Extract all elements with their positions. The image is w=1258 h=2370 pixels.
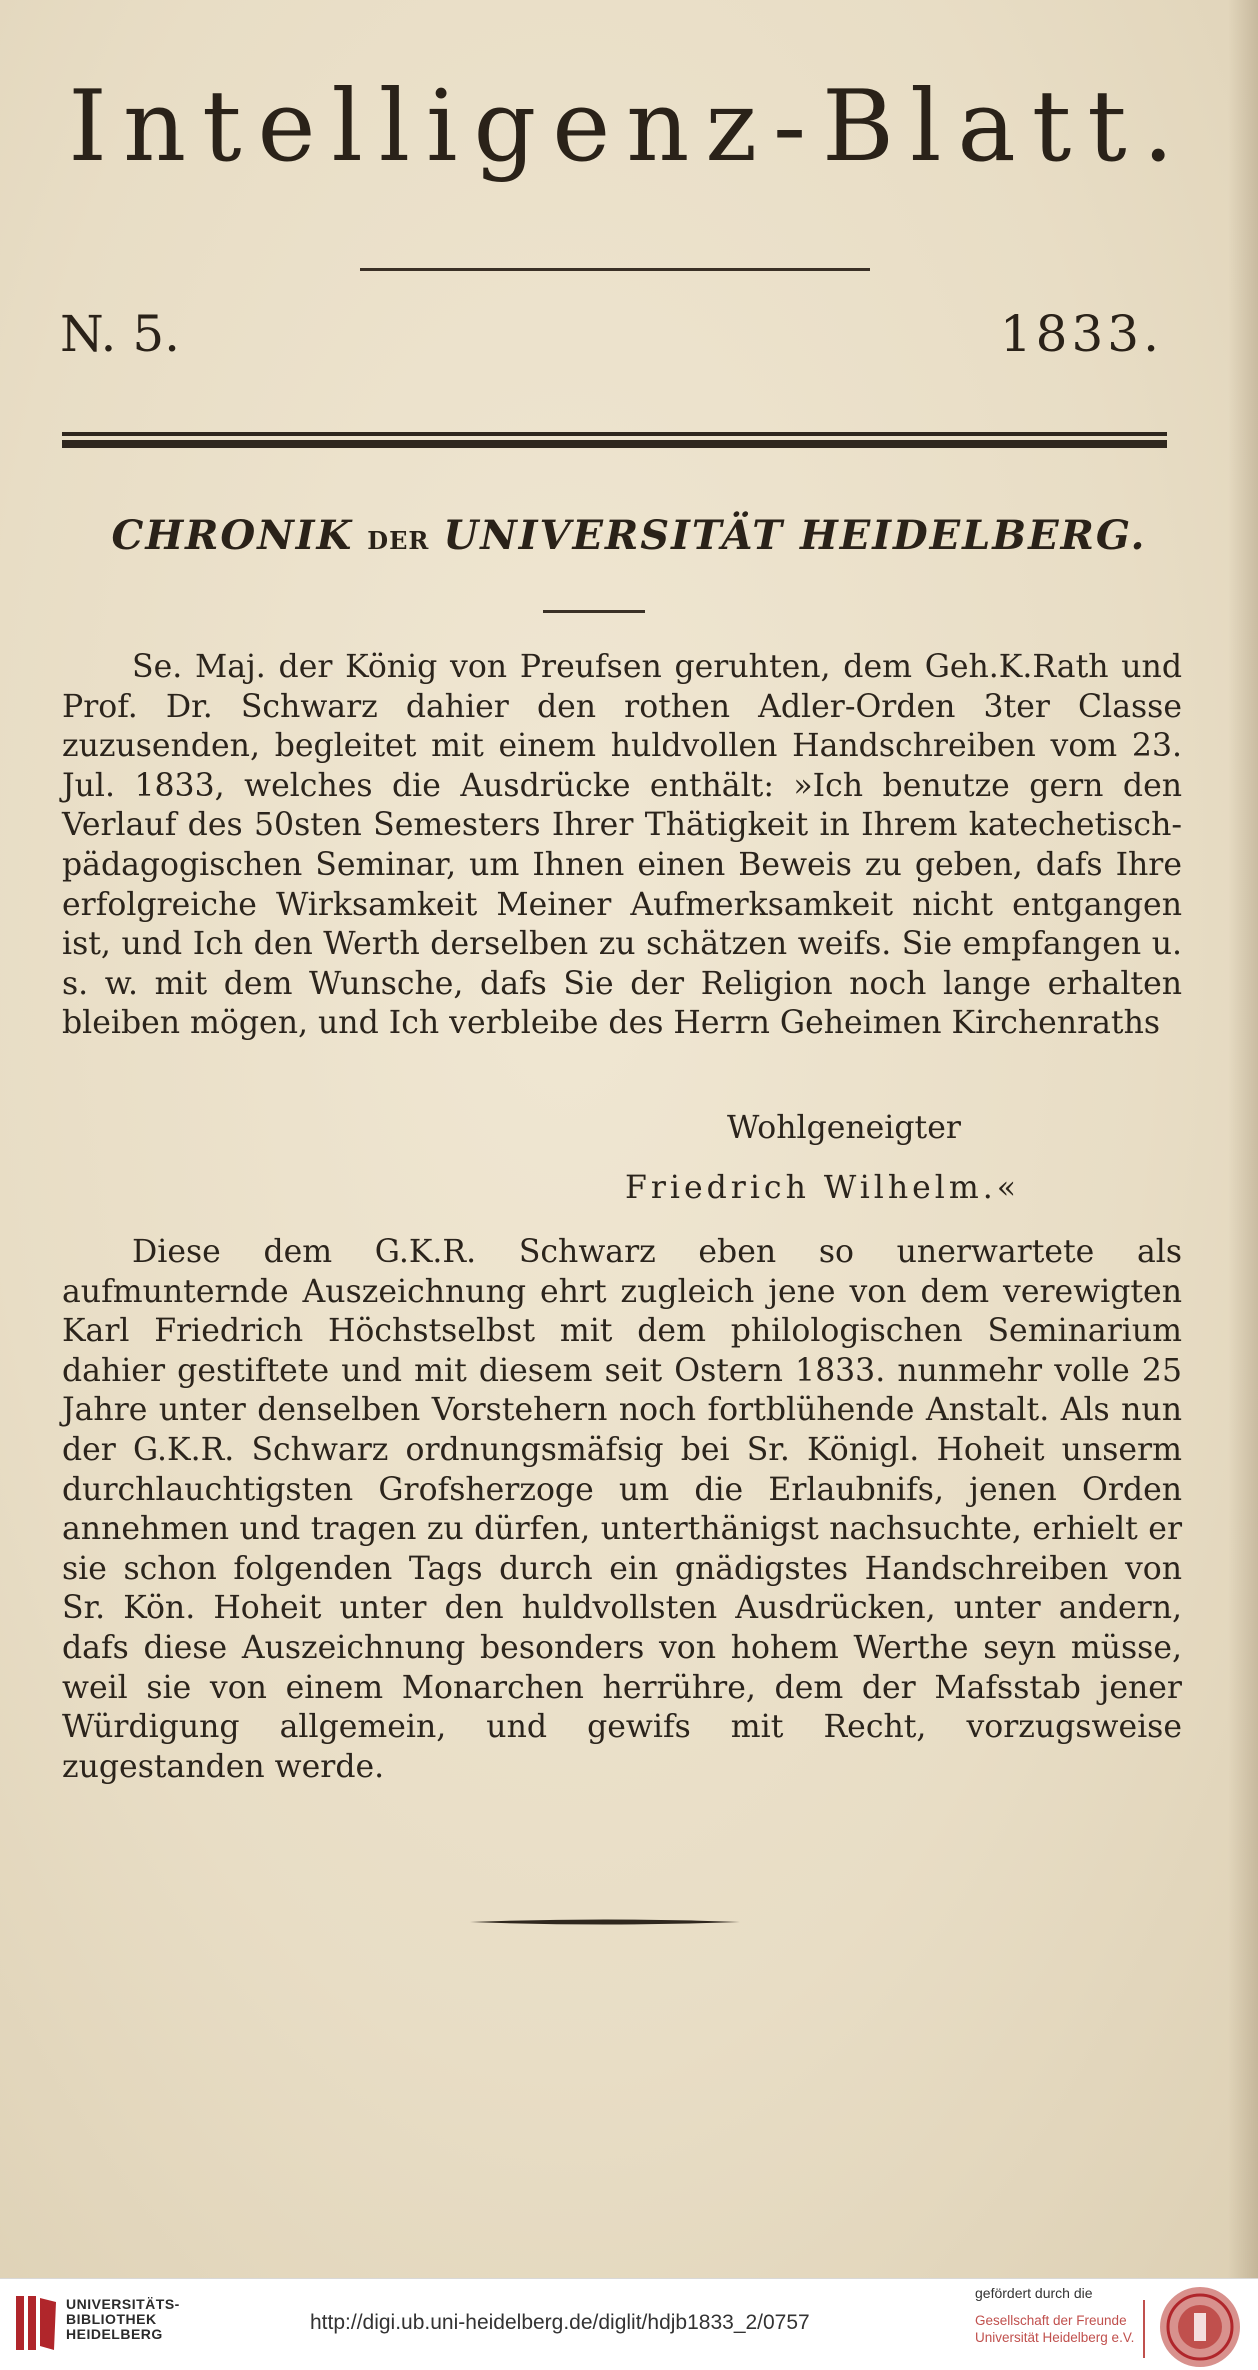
masthead-title: Intelligenz-Blatt. xyxy=(68,70,1190,184)
issue-number: N. 5. xyxy=(60,305,181,363)
section-title-der: DER xyxy=(367,526,430,555)
society-name: Gesellschaft der Freunde Universität Heidelberg e.V. xyxy=(975,2313,1135,2345)
permalink-url[interactable]: http://digi.ub.uni-heidelberg.de/diglit/hdjb1833_2/0757 xyxy=(310,2311,810,2334)
double-rule xyxy=(62,432,1167,448)
signature-closing: Wohlgeneigter xyxy=(727,1110,961,1146)
page-edge-shadow xyxy=(1228,0,1258,2278)
section-title xyxy=(0,512,1258,559)
article-paragraph-1 xyxy=(62,648,1182,1044)
title-rule xyxy=(543,610,645,613)
masthead-rule xyxy=(360,268,870,271)
university-seal-icon xyxy=(1158,2285,1242,2369)
footer-separator xyxy=(1143,2300,1145,2358)
section-title-chronik: CHRONIK xyxy=(111,512,354,559)
paragraph-text: Se. Maj. der König von Preufsen geruhten, dem Geh.K.Rath und Prof. Dr. Schwarz dahier den rothen Adler-Orden 3ter Classe zuzusenden, begleitet mit einem huldvollen Handschreiben vom 23. Jul. 1833, welches die Ausdrücke enthält: »Ich benutze gern den Verlauf des 50sten Semesters Ihrer Thätigkeit in Ihrem katechetisch-pädagogischen Seminar, um Ihnen einen Beweis zu geben, dafs Ihre erfolgreiche Wirksamkeit Meiner Aufmerksamkeit nicht entgangen ist, und Ich den Werth derselben zu schätzen weifs. Sie empfangen u. s. w. mit dem Wunsche, dafs Sie der Religion noch lange erhalten bleiben mögen, und Ich verbleibe des Herrn Geheimen Kirchenraths xyxy=(62,649,1182,1042)
paragraph-text: Diese dem G.K.R. Schwarz eben so unerwartete als aufmunternde Auszeichnung ehrt zugleich jene von dem verewigten Karl Friedrich Höchstselbst mit dem philologischen Seminarium dahier gestiftete und mit diesem seit Ostern 1833. nunmehr volle 25 Jahre unter denselben Vorstehern noch fortblühende Anstalt. Als nun der G.K.R. Schwarz ordnungsmäfsig bei Sr. Königl. Hoheit unserm durchlauchtigsten Grofsherzoge um die Erlaubnifs, jenen Orden annehmen und tragen zu dürfen, unterthänigst nachsuchte, erhielt er sie schon folgenden Tags durch ein gnädigstes Handschreiben von Sr. Kön. Hoheit unter den huldvollsten Ausdrücken, unter andern, dafs diese Auszeichnung besonders von hohem Werthe seyn müsse, weil sie von einem Monarchen herrühre, dem der Mafsstab jener Würdigung allgemein, und gewifs mit Recht, vorzugsweise zugestanden werde. xyxy=(62,1234,1182,1785)
signature-name: Friedrich Wilhelm.« xyxy=(625,1170,1020,1206)
section-title-university: UNIVERSITÄT HEIDELBERG. xyxy=(443,512,1147,559)
article-paragraph-2 xyxy=(62,1233,1182,1787)
issue-year: 1833. xyxy=(999,305,1163,363)
ornament-rule xyxy=(470,1915,740,1929)
library-name: UNIVERSITÄTS- BIBLIOTHEK HEIDELBERG xyxy=(66,2296,180,2342)
library-logo-icon xyxy=(14,2292,58,2354)
supported-by-label: gefördert durch die xyxy=(975,2285,1093,2301)
